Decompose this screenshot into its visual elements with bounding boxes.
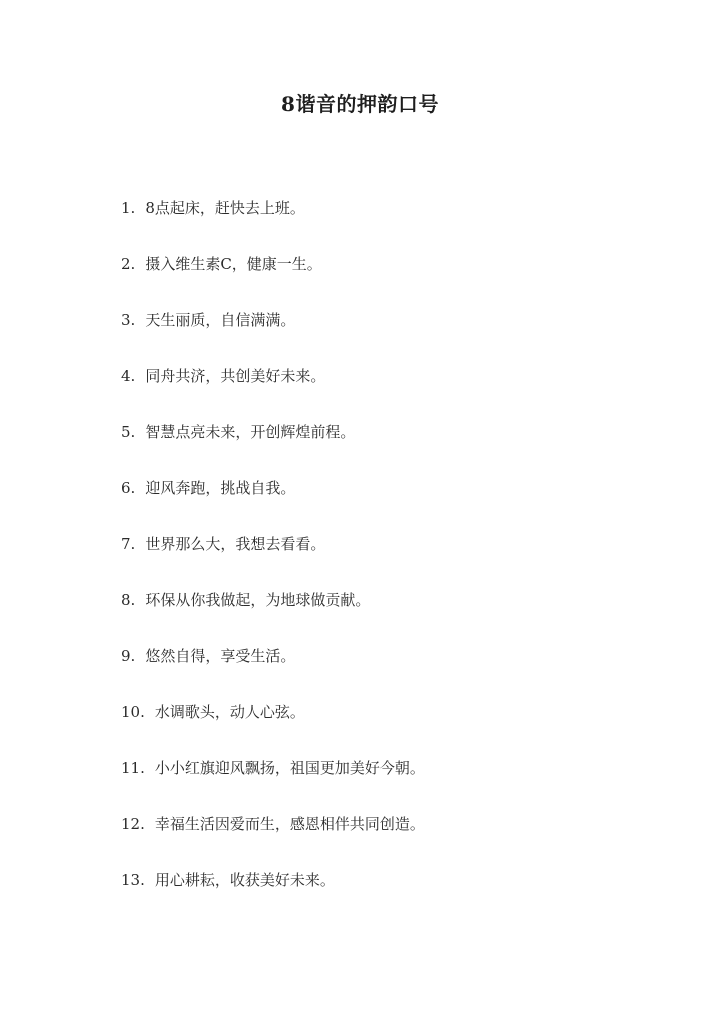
item-number: 3.	[121, 311, 136, 329]
item-text: 水调歌头，动人心弦。	[154, 703, 305, 721]
list-item	[121, 868, 425, 924]
slogan-list	[121, 196, 425, 924]
item-text: 用心耕耘，收获美好未来。	[154, 871, 335, 889]
list-item	[121, 476, 425, 532]
item-number: 5.	[121, 423, 136, 441]
item-number: 1.	[121, 199, 136, 217]
item-number: 9.	[121, 647, 136, 665]
item-text: 环保从你我做起，为地球做贡献。	[145, 591, 371, 609]
item-text: 迎风奔跑，挑战自我。	[145, 479, 296, 497]
item-text: 同舟共济，共创美好未来。	[145, 367, 326, 385]
item-number: 2.	[121, 255, 136, 273]
list-item	[121, 588, 425, 644]
list-item	[121, 196, 425, 252]
list-item	[121, 532, 425, 588]
item-number: 8.	[121, 591, 136, 609]
item-number: 4.	[121, 367, 136, 385]
list-item	[121, 252, 425, 308]
list-item	[121, 420, 425, 476]
item-text: 世界那么大，我想去看看。	[145, 535, 326, 553]
item-text: 幸福生活因爱而生，感恩相伴共同创造。	[154, 815, 425, 833]
item-number: 10.	[121, 703, 145, 721]
item-text: 摄入维生素C，健康一生。	[145, 255, 322, 273]
item-number: 11.	[121, 759, 145, 777]
item-number: 6.	[121, 479, 136, 497]
item-number: 7.	[121, 535, 136, 553]
item-text: 8点起床，赶快去上班。	[145, 199, 305, 217]
item-number: 13.	[121, 871, 145, 889]
list-item	[121, 812, 425, 868]
item-number: 12.	[121, 815, 145, 833]
item-text: 天生丽质，自信满满。	[145, 311, 296, 329]
item-text: 智慧点亮未来，开创辉煌前程。	[145, 423, 356, 441]
list-item	[121, 308, 425, 364]
list-item	[121, 756, 425, 812]
item-text: 悠然自得，享受生活。	[145, 647, 296, 665]
document-title: 8谐音的押韵口号	[281, 92, 439, 116]
list-item	[121, 364, 425, 420]
list-item	[121, 700, 425, 756]
list-item	[121, 644, 425, 700]
item-text: 小小红旗迎风飘扬，祖国更加美好今朝。	[154, 759, 425, 777]
